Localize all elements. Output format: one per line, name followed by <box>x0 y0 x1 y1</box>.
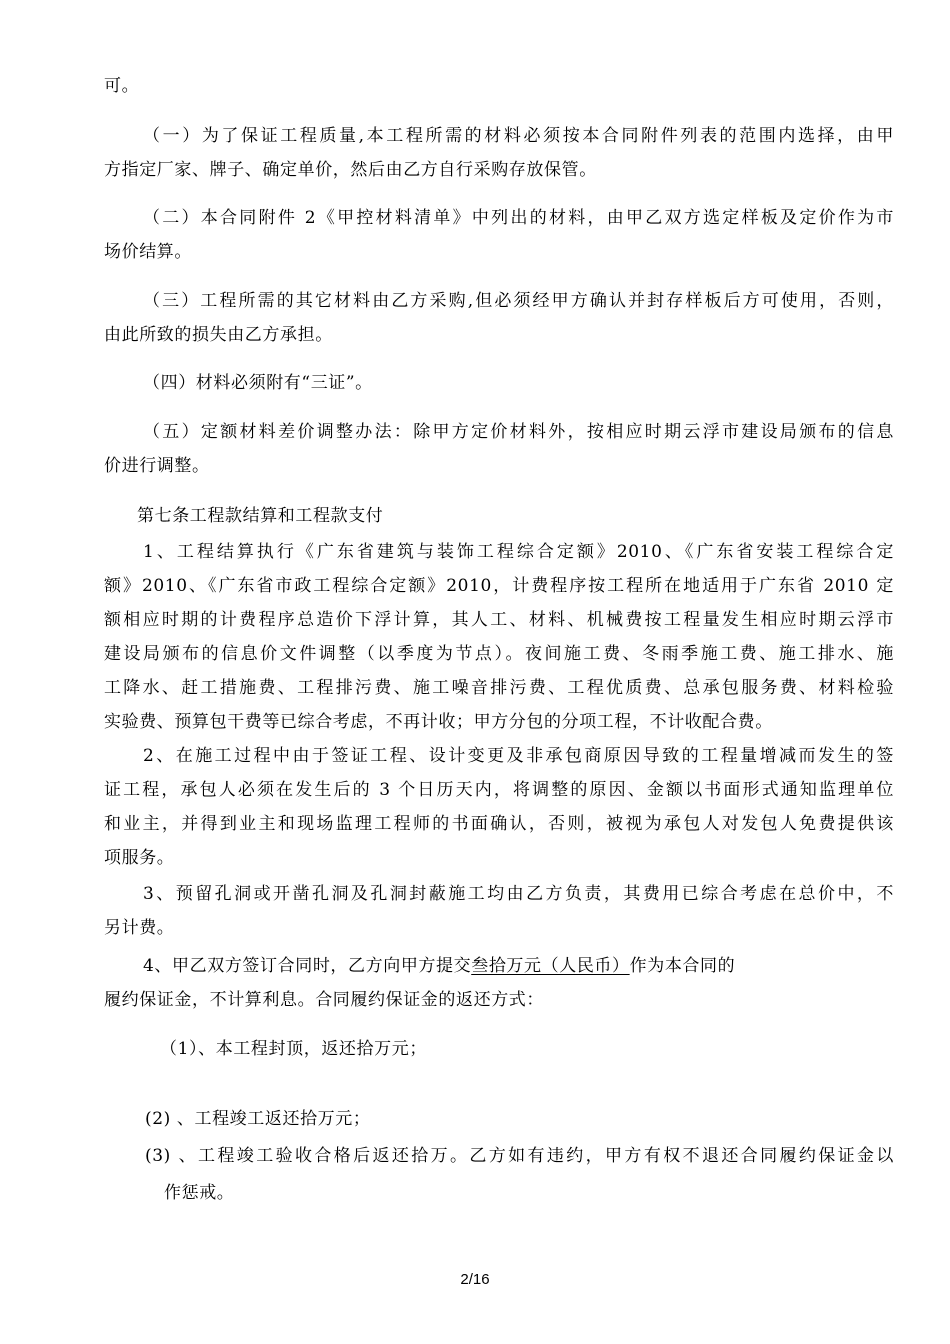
refund-item-3-line-2: 作惩戒。 <box>164 1183 235 1203</box>
clause-3-line-2: 由此所致的损失由乙方承担。 <box>104 325 333 345</box>
item-4-line-1 <box>143 954 894 978</box>
deposit-amount: 叁拾万元（人民币） <box>471 956 630 976</box>
clause-1-line-2: 方指定厂家、牌子、确定单价，然后由乙方自行采购存放保管。 <box>104 160 597 180</box>
item-3-line-2: 另计费。 <box>104 918 175 938</box>
paragraph-continuation: 可。 <box>104 76 140 96</box>
clause-3-line-1: （三）工程所需的其它材料由乙方采购,但必须经甲方确认并封存样板后方可使用，否则， <box>143 291 894 311</box>
item-4-text-end: 作为本合同的 <box>629 956 736 976</box>
item-2-line-3: 和业主，并得到业主和现场监理工程师的书面确认，否则，被视为承包人对发包人免费提供该 <box>104 814 894 834</box>
clause-2-line-2: 场价结算。 <box>104 242 192 262</box>
article-7-heading: 第七条工程款结算和工程款支付 <box>137 506 384 526</box>
item-4-line-2: 履约保证金，不计算利息。合同履约保证金的返还方式： <box>104 990 544 1010</box>
item-2-line-4: 项服务。 <box>104 848 175 868</box>
page-number: 2/16 <box>460 1271 490 1288</box>
clause-2-line-1: （二）本合同附件 2《甲控材料清单》中列出的材料，由甲乙双方选定样板及定价作为市 <box>143 208 894 228</box>
refund-item-1: （1）、本工程封顶，返还拾万元； <box>160 1039 427 1059</box>
refund-item-2: (2) 、工程竣工返还拾万元； <box>145 1109 371 1129</box>
item-1-line-3: 额相应时期的计费程序总造价下浮计算，其人工、材料、机械费按工程量发生相应时期云浮市 <box>104 610 894 630</box>
clause-1-line-1: （一）为了保证工程质量,本工程所需的材料必须按本合同附件列表的范围内选择，由甲 <box>143 126 894 146</box>
item-2-line-2: 证工程，承包人必须在发生后的 3 个日历天内，将调整的原因、金额以书面形式通知监理单位 <box>104 780 894 800</box>
item-1-line-6: 实验费、预算包干费等已综合考虑，不再计收；甲方分包的分项工程，不计收配合费。 <box>104 712 773 732</box>
item-2-line-1: 2、在施工过程中由于签证工程、设计变更及非承包商原因导致的工程量增减而发生的签 <box>143 746 894 766</box>
clause-5-line-1: （五）定额材料差价调整办法：除甲方定价材料外，按相应时期云浮市建设局颁布的信息 <box>143 422 894 442</box>
item-4-text-start: 4、甲乙双方签订合同时，乙方向甲方提交 <box>143 956 472 976</box>
refund-item-3-line-1: (3) 、工程竣工验收合格后返还拾万。乙方如有违约，甲方有权不退还合同履约保证金以 <box>145 1146 894 1166</box>
item-1-line-1: 1、工程结算执行《广东省建筑与装饰工程综合定额》2010、《广东省安装工程综合定 <box>143 542 894 562</box>
item-1-line-4: 建设局颁布的信息价文件调整（以季度为节点）。夜间施工费、冬雨季施工费、施工排水、施 <box>104 644 894 664</box>
clause-5-line-2: 价进行调整。 <box>104 456 210 476</box>
item-1-line-2: 额》2010、《广东省市政工程综合定额》2010，计费程序按工程所在地适用于广东省 2010 定 <box>104 576 894 596</box>
clause-4-line-1: （四）材料必须附有“三证”。 <box>143 373 373 393</box>
item-1-line-5: 工降水、赶工措施费、工程排污费、施工噪音排污费、工程优质费、总承包服务费、材料检验 <box>104 678 894 698</box>
item-3-line-1: 3、预留孔洞或开凿孔洞及孔洞封蔽施工均由乙方负责，其费用已综合考虑在总价中，不 <box>143 884 894 904</box>
